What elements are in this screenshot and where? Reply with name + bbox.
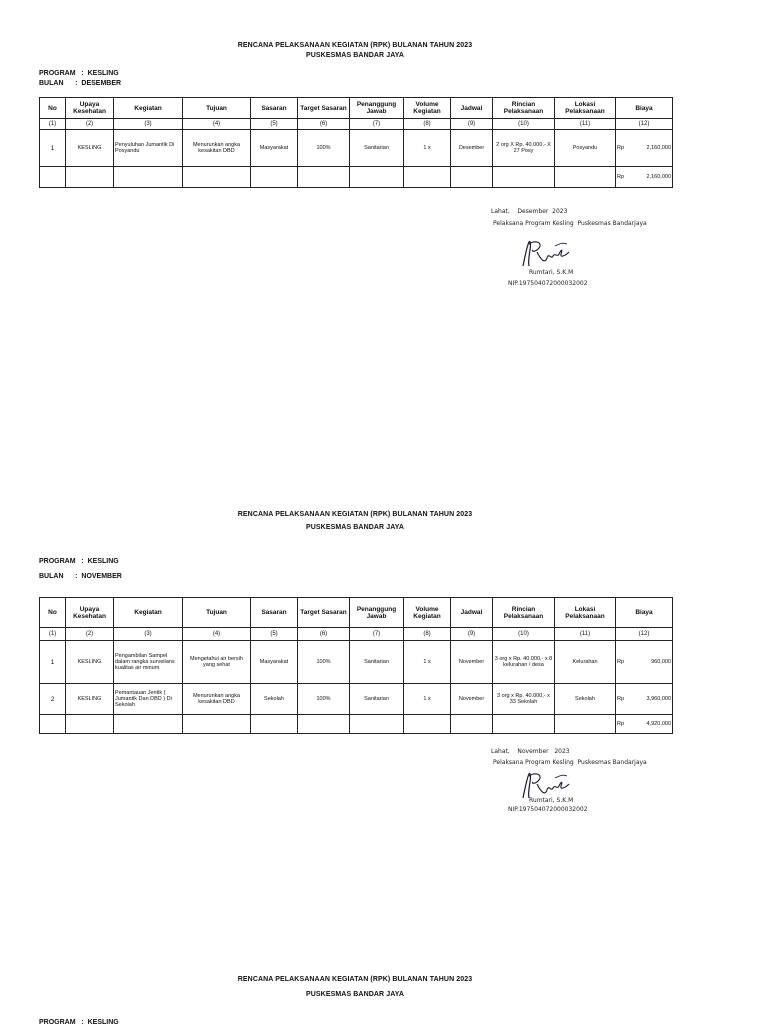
table-row bbox=[40, 641, 673, 684]
col-num: (10) bbox=[493, 119, 555, 130]
header-sasaran: Sasaran bbox=[251, 98, 298, 119]
currency-label: Rp bbox=[617, 696, 625, 702]
col-num: (11) bbox=[555, 628, 616, 641]
cell-no: 1 bbox=[40, 130, 66, 167]
header-row bbox=[40, 98, 673, 119]
header-tujuan: Tujuan bbox=[183, 98, 251, 119]
cell-biaya bbox=[616, 641, 673, 684]
sign-name: Rumtari, S.K.M bbox=[529, 797, 574, 804]
total-row bbox=[40, 167, 673, 188]
sign-role: Pelaksana Program Kesling Puskesmas Bandarjaya bbox=[493, 759, 647, 766]
cell-sasaran: Masyarakat bbox=[251, 130, 298, 167]
col-num: (2) bbox=[66, 119, 114, 130]
cell-no: 1 bbox=[40, 641, 66, 684]
cell-volume: 1 x bbox=[404, 641, 451, 684]
header-volume: Volume Kegiatan bbox=[404, 98, 451, 119]
cell-pj: Sanitarian bbox=[350, 641, 404, 684]
cell-rincian: 3 org x Rp. 40.000,- x 33 Sekolah bbox=[493, 684, 555, 715]
cell-kegiatan: Pengambilan Sampel dalam rangka surveilans kualitas air minum bbox=[114, 641, 183, 684]
cell-total bbox=[616, 715, 673, 734]
header-volume: Volume Kegiatan bbox=[404, 598, 451, 628]
col-num: (7) bbox=[350, 119, 404, 130]
col-num: (1) bbox=[40, 119, 66, 130]
col-num: (6) bbox=[298, 628, 350, 641]
cell-target: 100% bbox=[298, 684, 350, 715]
cell-pj: Sanitarian bbox=[350, 684, 404, 715]
header-biaya: Biaya bbox=[616, 598, 673, 628]
col-num: (2) bbox=[66, 628, 114, 641]
col-num: (7) bbox=[350, 628, 404, 641]
cell-kegiatan: Pemantauan Jentik ( Jumantik Dan DBD ) Di Sekolah bbox=[114, 684, 183, 715]
col-num: (12) bbox=[616, 119, 673, 130]
cell-lokasi: Posyandu bbox=[555, 130, 616, 167]
column-number-row bbox=[40, 119, 673, 130]
col-num: (3) bbox=[114, 119, 183, 130]
cell-volume: 1 x bbox=[404, 130, 451, 167]
header-rincian: Rincian Pelaksanaan bbox=[493, 598, 555, 628]
document-title: RENCANA PELAKSANAAN KEGIATAN (RPK) BULANAN TAHUN 2023 bbox=[237, 976, 473, 983]
header-no: No bbox=[40, 598, 66, 628]
col-num: (4) bbox=[183, 628, 251, 641]
cell-total bbox=[616, 167, 673, 188]
document-subtitle: PUSKESMAS BANDAR JAYA bbox=[305, 524, 405, 531]
sign-name: Rumtari, S.K.M bbox=[529, 269, 574, 276]
cell-biaya bbox=[616, 130, 673, 167]
cell-biaya bbox=[616, 684, 673, 715]
sign-place-date: Lahat, November 2023 bbox=[491, 748, 570, 755]
cell-kegiatan: Penyuluhan Jumantik Di Posyandu bbox=[114, 130, 183, 167]
column-number-row bbox=[40, 628, 673, 641]
header-kegiatan: Kegiatan bbox=[114, 98, 183, 119]
col-num: (8) bbox=[404, 628, 451, 641]
cell-sasaran: Sekolah bbox=[251, 684, 298, 715]
col-num: (5) bbox=[251, 119, 298, 130]
sign-place-date: Lahat, Desember 2023 bbox=[491, 208, 568, 215]
sign-nip: NIP.197504072000032002 bbox=[508, 806, 588, 813]
cell-upaya: KESLING bbox=[66, 641, 114, 684]
program-label: PROGRAM : KESLING bbox=[39, 70, 119, 77]
header-kegiatan: Kegiatan bbox=[114, 598, 183, 628]
header-upaya: Upaya Kesehatan bbox=[66, 98, 114, 119]
biaya-value: 960,000 bbox=[651, 659, 671, 665]
header-sasaran: Sasaran bbox=[251, 598, 298, 628]
table-row bbox=[40, 130, 673, 167]
cell-pj: Sanitarian bbox=[350, 130, 404, 167]
total-value: 2,160,000 bbox=[646, 174, 671, 180]
program-label: PROGRAM : KESLING bbox=[39, 1019, 119, 1026]
col-num: (11) bbox=[555, 119, 616, 130]
total-value: 4,920,000 bbox=[646, 721, 671, 727]
col-num: (1) bbox=[40, 628, 66, 641]
cell-tujuan: Mengetahui air bersih yang sehat bbox=[183, 641, 251, 684]
header-pj: Penanggung Jawab bbox=[350, 598, 404, 628]
header-upaya: Upaya Kesehatan bbox=[66, 598, 114, 628]
biaya-value: 3,960,000 bbox=[646, 696, 671, 702]
currency-label: Rp bbox=[617, 659, 625, 665]
header-jadwal: Jadwal bbox=[451, 598, 493, 628]
cell-jadwal: November bbox=[451, 684, 493, 715]
table-row bbox=[40, 684, 673, 715]
sign-nip: NIP.197504072000032002 bbox=[508, 280, 588, 287]
bulan-label: BULAN : NOVEMBER bbox=[39, 573, 122, 580]
col-num: (9) bbox=[451, 119, 493, 130]
cell-rincian: 3 org x Rp. 40.000,- x 8 kelurahan / desa bbox=[493, 641, 555, 684]
document-title: RENCANA PELAKSANAAN KEGIATAN (RPK) BULANAN TAHUN 2023 bbox=[237, 42, 473, 49]
cell-target: 100% bbox=[298, 641, 350, 684]
document-title: RENCANA PELAKSANAAN KEGIATAN (RPK) BULANAN TAHUN 2023 bbox=[237, 511, 473, 518]
header-lokasi: Lokasi Pelaksanaan bbox=[555, 98, 616, 119]
cell-tujuan: Menurunkan angka kesakitan DBD bbox=[183, 684, 251, 715]
signature-image bbox=[515, 236, 575, 270]
header-target: Target Sasaran bbox=[298, 98, 350, 119]
biaya-value: 2,160,000 bbox=[646, 145, 671, 151]
cell-upaya: KESLING bbox=[66, 130, 114, 167]
header-no: No bbox=[40, 98, 66, 119]
col-num: (10) bbox=[493, 628, 555, 641]
currency-label: Rp bbox=[617, 721, 625, 727]
header-biaya: Biaya bbox=[616, 98, 673, 119]
document-subtitle: PUSKESMAS BANDAR JAYA bbox=[305, 52, 405, 59]
rpk-table-november bbox=[39, 597, 673, 734]
program-label: PROGRAM : KESLING bbox=[39, 558, 119, 565]
cell-jadwal: Desember bbox=[451, 130, 493, 167]
header-target: Target Sasaran bbox=[298, 598, 350, 628]
col-num: (5) bbox=[251, 628, 298, 641]
cell-sasaran: Masyarakat bbox=[251, 641, 298, 684]
currency-label: Rp bbox=[617, 145, 625, 151]
col-num: (6) bbox=[298, 119, 350, 130]
col-num: (12) bbox=[616, 628, 673, 641]
document-subtitle: PUSKESMAS BANDAR JAYA bbox=[305, 991, 405, 998]
col-num: (3) bbox=[114, 628, 183, 641]
cell-no: 2 bbox=[40, 684, 66, 715]
col-num: (4) bbox=[183, 119, 251, 130]
sign-role: Pelaksana Program Kesling Puskesmas Bandarjaya bbox=[493, 220, 647, 227]
header-row bbox=[40, 598, 673, 628]
cell-volume: 1 x bbox=[404, 684, 451, 715]
cell-tujuan: Menurunkan angka kesakitan DBD bbox=[183, 130, 251, 167]
header-tujuan: Tujuan bbox=[183, 598, 251, 628]
cell-lokasi: Kelurahan bbox=[555, 641, 616, 684]
header-rincian: Rincian Pelaksanaan bbox=[493, 98, 555, 119]
col-num: (8) bbox=[404, 119, 451, 130]
header-lokasi: Lokasi Pelaksanaan bbox=[555, 598, 616, 628]
currency-label: Rp bbox=[617, 174, 625, 180]
bulan-label: BULAN : DESEMBER bbox=[39, 80, 122, 87]
header-pj: Penanggung Jawab bbox=[350, 98, 404, 119]
cell-lokasi: Sekolah bbox=[555, 684, 616, 715]
header-jadwal: Jadwal bbox=[451, 98, 493, 119]
cell-target: 100% bbox=[298, 130, 350, 167]
cell-upaya: KESLING bbox=[66, 684, 114, 715]
col-num: (9) bbox=[451, 628, 493, 641]
total-row bbox=[40, 715, 673, 734]
rpk-table-desember bbox=[39, 97, 673, 188]
cell-jadwal: November bbox=[451, 641, 493, 684]
cell-rincian: 2 org X Rp. 40.000,- X 27 Posy bbox=[493, 130, 555, 167]
